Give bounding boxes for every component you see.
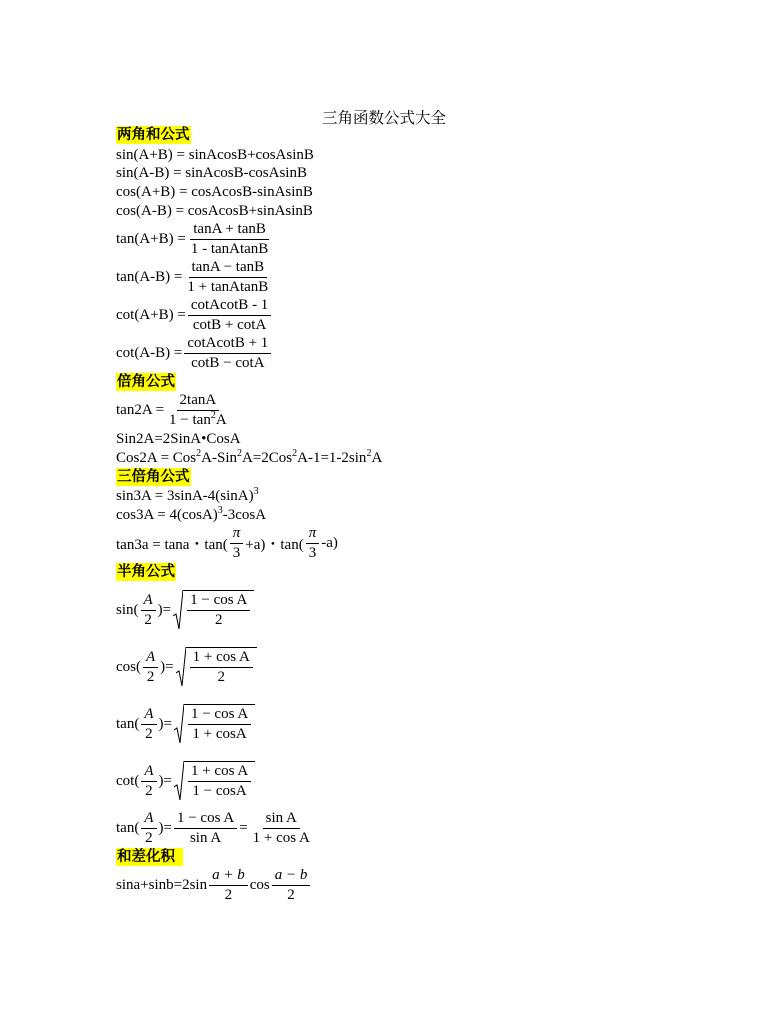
exponent: 2 — [292, 448, 298, 459]
numerator: tanA + tanB — [190, 221, 269, 240]
formula-sin-diff: sin(A-B) = sinAcosB-cosAsinB — [116, 165, 307, 181]
fraction — [188, 297, 271, 334]
radical-sign-icon — [174, 704, 184, 744]
numerator: 1 − cos A — [174, 810, 237, 829]
formula-half-cot — [116, 761, 255, 801]
formula-half-cos — [116, 647, 257, 687]
sqrt — [176, 647, 257, 687]
fraction — [188, 221, 271, 258]
text-part: )= — [158, 820, 172, 836]
numerator: cotAcotB - 1 — [188, 297, 271, 316]
exponent: 2 — [366, 448, 372, 459]
radicand — [186, 647, 257, 687]
formula-half-sin — [116, 590, 254, 630]
page-title: 三角函数公式大全 — [321, 110, 446, 127]
text-part: tan( — [116, 820, 140, 836]
den-part: A — [215, 412, 227, 428]
fraction — [143, 649, 158, 686]
fraction — [141, 763, 156, 800]
numerator: a − b — [272, 867, 311, 886]
radical-sign-icon — [173, 590, 183, 630]
fraction — [141, 592, 156, 629]
text-part: sin( — [116, 601, 139, 618]
text-part: cos3A = 4(cosA) — [116, 507, 218, 523]
formula-lhs: cot(A-B) = — [116, 345, 183, 361]
numerator: 1 − cos A — [188, 706, 251, 725]
denominator: 2 — [224, 887, 233, 903]
numerator: 1 + cos A — [190, 649, 253, 668]
sqrt — [173, 590, 254, 630]
text-part: A-1=1-2sin — [297, 450, 367, 466]
section-heading-half: 半角公式 — [117, 564, 175, 580]
denominator: 1 + tanAtanB — [187, 279, 269, 295]
formula-sin-sum: sin(A+B) = sinAcosB+cosAsinB — [116, 147, 314, 163]
formula-tan3a — [116, 525, 338, 562]
formula-half-tan-alt — [116, 810, 315, 847]
formula-tan2a — [116, 392, 232, 429]
formula-half-tan — [116, 704, 255, 744]
fraction — [166, 392, 230, 429]
numerator: sin A — [263, 810, 300, 829]
radicand — [183, 590, 254, 630]
exponent: 2 — [196, 448, 202, 459]
denominator — [166, 411, 230, 429]
denominator: 1 − cosA — [192, 783, 247, 799]
text-part: )= — [160, 658, 174, 675]
formula-cot-diff — [116, 335, 273, 372]
fraction — [272, 867, 311, 904]
numerator: 1 − cos A — [187, 592, 250, 611]
fraction — [188, 706, 251, 743]
formula-sina-plus-sinb — [116, 867, 312, 904]
section-heading-double: 倍角公式 — [117, 374, 175, 390]
exponent: 3 — [217, 505, 223, 516]
fraction — [187, 592, 250, 629]
text-part: A — [371, 450, 383, 466]
numerator: A — [141, 810, 156, 829]
formula-lhs: cot(A+B) = — [116, 307, 186, 323]
numerator: a + b — [209, 867, 248, 886]
radicand — [184, 704, 255, 744]
formula-cos-diff: cos(A-B) = cosAcosB+sinAsinB — [116, 203, 313, 219]
text-part: cos — [249, 877, 270, 893]
formula-tan-diff — [116, 259, 273, 296]
text-part: )= — [158, 715, 172, 732]
formula-sin2a: Sin2A=2SinA•CosA — [116, 431, 241, 447]
section-heading-sum: 两角和公式 — [117, 127, 190, 143]
text-part: = — [239, 820, 248, 836]
exponent: 3 — [253, 486, 259, 497]
denominator: 2 — [145, 830, 153, 846]
denominator: 2 — [287, 887, 295, 903]
numerator: A — [141, 706, 156, 725]
formula-cos2a — [116, 449, 382, 467]
denominator: 2 — [146, 668, 155, 685]
denominator: 2 — [217, 669, 225, 685]
text-part: sin3A = 3sinA-4(sinA) — [116, 488, 254, 504]
exponent: 2 — [210, 410, 216, 421]
denominator: 3 — [232, 545, 241, 561]
fraction — [250, 810, 313, 847]
formula-lhs: tan2A = — [116, 402, 165, 418]
denominator: 2 — [145, 725, 153, 742]
fraction — [184, 335, 271, 372]
formula-lhs: tan(A+B) = — [116, 231, 186, 247]
numerator: A — [143, 649, 158, 668]
denominator: 1 + cosA — [192, 726, 247, 742]
section-heading-sum-to-product: 和差化积 — [116, 848, 183, 866]
numerator: A — [141, 763, 156, 782]
text-part: cos( — [116, 658, 141, 675]
numerator: A — [141, 592, 156, 611]
formula-tan-sum — [116, 221, 273, 258]
numerator: π — [230, 525, 244, 544]
numerator: cotAcotB + 1 — [184, 335, 271, 354]
formula-sin3a — [116, 487, 259, 505]
section-heading-triple: 三倍角公式 — [117, 469, 190, 485]
fraction — [188, 763, 251, 800]
den-part: 1 − tan — [169, 412, 211, 428]
formula-cos-sum: cos(A+B) = cosAcosB-sinAsinB — [116, 184, 313, 200]
denominator: 2 — [215, 612, 223, 628]
text-part: cot( — [116, 772, 140, 789]
denominator: 1 + cos A — [252, 830, 310, 846]
text-part: sina+sinb=2sin — [116, 877, 208, 893]
fraction — [190, 649, 253, 686]
formula-lhs: tan(A-B) = — [116, 269, 183, 285]
numerator: tanA − tanB — [189, 259, 268, 278]
text-part: tan3a = tana・tan( — [116, 537, 228, 553]
text-part: A=2Cos — [242, 450, 293, 466]
text-part: A-Sin — [201, 450, 237, 466]
radical-sign-icon — [176, 647, 186, 687]
fraction — [141, 706, 156, 743]
denominator: cotB − cotA — [191, 355, 265, 371]
text-part: )= — [157, 601, 172, 618]
radical-sign-icon — [174, 761, 184, 801]
denominator: 3 — [308, 545, 317, 561]
numerator: π — [306, 525, 320, 544]
exponent: 2 — [237, 448, 242, 459]
denominator: 1 - tanAtanB — [190, 241, 269, 257]
formula-cot-sum — [116, 297, 273, 334]
numerator: 2tanA — [177, 392, 220, 411]
denominator: 2 — [144, 611, 152, 628]
text-part: -a) — [321, 535, 338, 551]
denominator: cotB + cotA — [192, 317, 267, 333]
sqrt — [174, 761, 255, 801]
fraction — [174, 810, 237, 847]
sqrt — [174, 704, 255, 744]
denominator: 2 — [145, 782, 153, 799]
fraction — [306, 525, 320, 562]
radicand — [184, 761, 255, 801]
fraction — [184, 259, 271, 296]
fraction — [209, 867, 248, 904]
text-part: -3cosA — [222, 507, 267, 523]
fraction — [141, 810, 156, 847]
denominator: sin A — [189, 830, 222, 846]
text-part: Cos2A = Cos — [116, 450, 197, 466]
text-part: tan( — [116, 715, 140, 732]
numerator: 1 + cos A — [188, 763, 251, 782]
fraction — [230, 525, 244, 562]
text-part: )= — [158, 772, 172, 789]
text-part: +a)・tan( — [245, 537, 304, 553]
formula-cos3a — [116, 506, 266, 524]
